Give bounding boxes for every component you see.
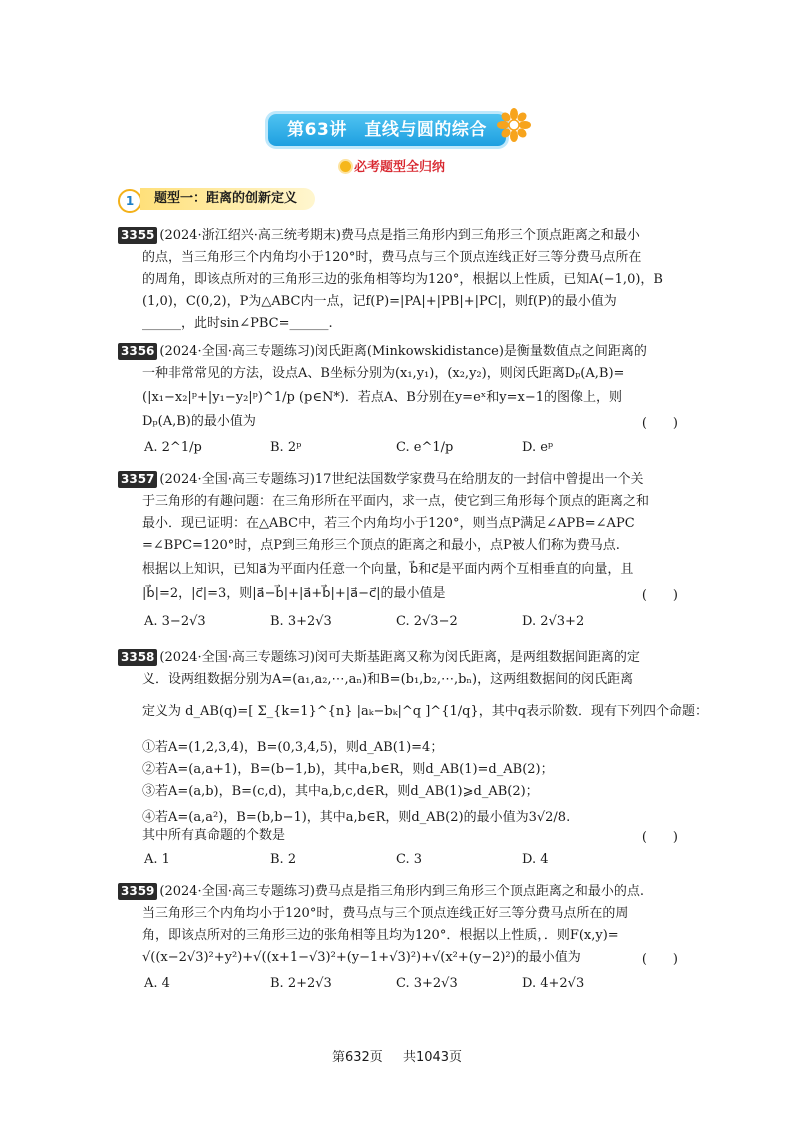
section-label: 题型一：距离的创新定义 bbox=[140, 188, 315, 210]
subtitle-text: 必考题型全归纳 bbox=[354, 160, 446, 175]
question-line: |b⃗|=2，|c⃗|=3，则|a⃗−b⃗|+|a⃗+b⃗|+|a⃗−c⃗|的最小值是 bbox=[142, 586, 446, 601]
question-line: ②若A=(a,a+1)，B=(b−1,b)，其中a,b∈R，则d_AB(1)=d_AB(2)； bbox=[142, 762, 554, 777]
question-line: ①若A=(1,2,3,4)，B=(0,3,4,5)，则d_AB(1)=4； bbox=[142, 740, 444, 755]
page-title: 第63讲 直线与圆的综合 bbox=[287, 120, 487, 140]
question-line: 的周角，即该点所对的三角形三边的张角相等均为120°，根据以上性质，已知A(−1,0)，B bbox=[142, 272, 663, 287]
question-line: (2024·浙江绍兴·高三统考期末)费马点是指三角形内到三角形三个顶点距离之和最小 bbox=[159, 228, 640, 243]
question-line: 角，即该点所对的三角形三边的张角相等且均为120°．根据以上性质，．则F(x,y)= bbox=[142, 928, 619, 943]
question-line: 最小．现已证明：在△ABC中，若三个内角均小于120°，则当点P满足∠APB=∠APC bbox=[142, 516, 635, 531]
option-d: D. 4 bbox=[522, 852, 549, 867]
question-line: =∠BPC=120°时，点P到三角形三个顶点的距离之和最小，点P被人们称为费马点. bbox=[142, 538, 620, 553]
question-number: 3355 bbox=[118, 227, 157, 244]
option-a: A. 2^1/p bbox=[144, 440, 202, 455]
option-c: C. e^1/p bbox=[396, 440, 454, 455]
answer-paren: ( ) bbox=[641, 952, 678, 967]
option-b: B. 2+2√3 bbox=[270, 976, 332, 991]
question-line: 定义为 d_AB(q)=[ Σ_{k=1}^{n} |aₖ−bₖ|^q ]^{1/q}，其中q表示阶数．现有下列四个命题： bbox=[142, 704, 709, 719]
option-d: D. eᵖ bbox=[522, 440, 554, 455]
question-line: ______，此时sin∠PBC=______. bbox=[142, 316, 333, 331]
option-b: B. 3+2√3 bbox=[270, 614, 332, 629]
question-number: 3356 bbox=[118, 343, 157, 360]
question-number: 3357 bbox=[118, 471, 157, 488]
question-line: ④若A=(a,a²)，B=(b,b−1)，其中a,b∈R，则d_AB(2)的最小值为3√2/8. bbox=[142, 810, 571, 825]
sun-icon bbox=[340, 161, 351, 172]
option-c: C. 3+2√3 bbox=[396, 976, 458, 991]
question-line: ③若A=(a,b)，B=(c,d)，其中a,b,c,d∈R，则d_AB(1)⩾d_AB(2)； bbox=[142, 784, 539, 799]
question-line: 一种非常常见的方法，设点A、B坐标分别为(x₁,y₁)，(x₂,y₂)，则闵氏距离Dₚ(A,B)= bbox=[142, 366, 625, 381]
question-line: (2024·全国·高三专题练习)闵可夫斯基距离又称为闵氏距离，是两组数据间距离的定 bbox=[159, 650, 640, 665]
question-line: (2024·全国·高三专题练习)17世纪法国数学家费马在给朋友的一封信中曾提出一个关 bbox=[159, 472, 644, 487]
question-line: 其中所有真命题的个数是 bbox=[142, 828, 286, 843]
option-c: C. 2√3−2 bbox=[396, 614, 458, 629]
flower-icon bbox=[497, 108, 531, 142]
section-number: 1 bbox=[118, 189, 142, 213]
question-line: 当三角形三个内角均小于120°时，费马点与三个顶点连线正好三等分费马点所在的周 bbox=[142, 906, 629, 921]
option-d: D. 2√3+2 bbox=[522, 614, 585, 629]
title-banner bbox=[268, 114, 506, 146]
question-line: Dₚ(A,B)的最小值为 bbox=[142, 414, 256, 429]
option-b: B. 2 bbox=[270, 852, 297, 867]
answer-paren: ( ) bbox=[641, 588, 678, 603]
option-c: C. 3 bbox=[396, 852, 423, 867]
option-a: A. 1 bbox=[144, 852, 170, 867]
option-d: D. 4+2√3 bbox=[522, 976, 585, 991]
question-line: (2024·全国·高三专题练习)闵氏距离(Minkowskidistance)是衡量数值点之间距离的 bbox=[159, 344, 647, 359]
option-b: B. 2ᵖ bbox=[270, 440, 302, 455]
page-number: 第632页 bbox=[331, 1050, 383, 1065]
question-line: 义．设两组数据分别为A=(a₁,a₂,⋯,aₙ)和B=(b₁,b₂,⋯,bₙ)，这两组数据间的闵氏距离 bbox=[142, 672, 634, 687]
question-line: (2024·全国·高三专题练习)费马点是指三角形内到三角形三个顶点距离之和最小的点. bbox=[159, 884, 645, 899]
question-number: 3359 bbox=[118, 883, 157, 900]
question-line: 于三角形的有趣问题：在三角形所在平面内，求一点，使它到三角形每个顶点的距离之和 bbox=[142, 494, 650, 509]
answer-paren: ( ) bbox=[641, 416, 678, 431]
subtitle bbox=[340, 156, 445, 176]
question-line: 根据以上知识，已知a⃗为平面内任意一个向量，b⃗和c⃗是平面内两个互相垂直的向量，且 bbox=[142, 562, 634, 577]
option-a: A. 3−2√3 bbox=[144, 614, 206, 629]
option-a: A. 4 bbox=[144, 976, 170, 991]
question-line: (1,0)，C(0,2)，P为△ABC内一点，记f(P)=|PA|+|PB|+|PC|，则f(P)的最小值为 bbox=[142, 294, 617, 309]
question-line: √((x−2√3)²+y²)+√((x+1−√3)²+(y−1+√3)²)+√(x²+(y−2)²)的最小值为 bbox=[142, 950, 581, 965]
question-line: 的点，当三角形三个内角均小于120°时，费马点与三个顶点连线正好三等分费马点所在 bbox=[142, 250, 642, 265]
page-total: 共1043页 bbox=[402, 1050, 463, 1065]
question-number: 3358 bbox=[118, 649, 157, 666]
question-line: (|x₁−x₂|ᵖ+|y₁−y₂|ᵖ)^1/p (p∈N*)．若点A、B分别在y=eˣ和y=x−1的图像上，则 bbox=[142, 390, 623, 405]
page-footer bbox=[0, 1046, 794, 1065]
answer-paren: ( ) bbox=[641, 830, 678, 845]
